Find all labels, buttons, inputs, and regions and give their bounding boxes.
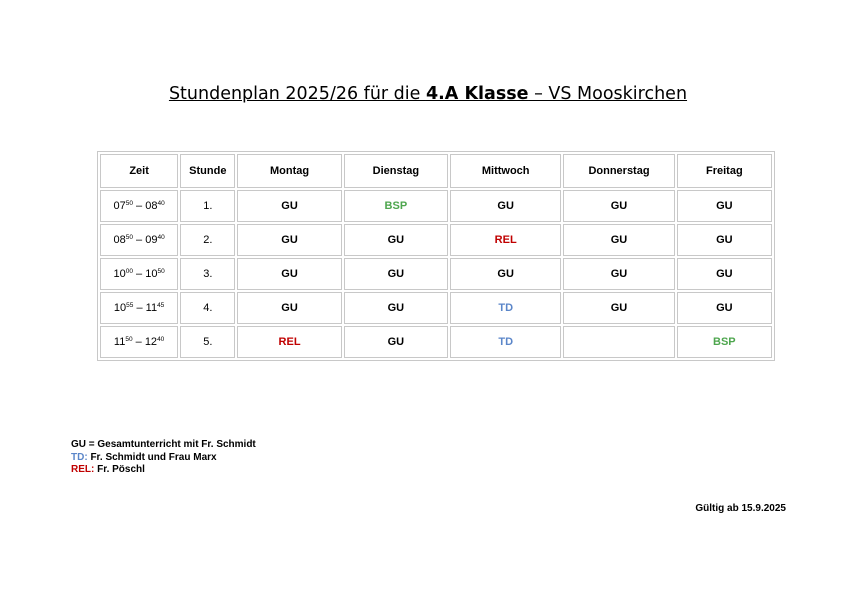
subject-cell: TD	[450, 292, 561, 324]
header-mittwoch: Mittwoch	[450, 154, 561, 188]
legend-text: Fr. Schmidt und Frau Marx	[87, 451, 217, 463]
subject-cell: GU	[450, 258, 561, 290]
subject-cell: GU	[563, 292, 674, 324]
title-suffix: – VS Mooskirchen	[528, 84, 688, 104]
subject-cell: REL	[237, 326, 341, 358]
legend-key: TD:	[71, 451, 88, 463]
header-freitag: Freitag	[677, 154, 772, 188]
lesson-number: 2.	[180, 224, 235, 256]
subject-cell: GU	[677, 292, 772, 324]
header-donnerstag: Donnerstag	[563, 154, 674, 188]
time-cell: $10^{55} - 11^{45}$	[100, 292, 178, 324]
legend-text: = Gesamtunterricht mit Fr. Schmidt	[86, 439, 256, 450]
lesson-number: 4.	[180, 292, 235, 324]
subject-cell: GU	[344, 224, 448, 256]
table-row	[100, 326, 772, 358]
title-prefix: Stundenplan 2025/26 für die	[168, 84, 426, 104]
timetable	[97, 151, 775, 361]
subject-cell: GU	[237, 190, 341, 222]
subject-cell: GU	[677, 224, 772, 256]
subject-cell: GU	[450, 190, 561, 222]
table-row	[100, 190, 772, 222]
time-cell: $10^{00} - 10^{50}$	[100, 258, 178, 290]
subject-cell: REL	[450, 224, 561, 256]
subject-cell: GU	[677, 258, 772, 290]
page-title	[0, 84, 842, 104]
subject-cell: GU	[237, 292, 341, 324]
subject-cell: GU	[563, 258, 674, 290]
subject-cell: TD	[450, 326, 561, 358]
timetable-header-row	[100, 154, 772, 188]
legend-text: Fr. Pöschl	[94, 464, 145, 475]
valid-from-note: Gültig ab 15.9.2025	[695, 503, 786, 514]
lesson-number: 3.	[180, 258, 235, 290]
title-class: 4.A Klasse	[425, 84, 529, 104]
subject-cell: GU	[563, 224, 674, 256]
subject-cell: GU	[237, 224, 341, 256]
table-row	[100, 258, 772, 290]
time-cell: $07^{50} - 08^{40}$	[100, 190, 178, 222]
header-zeit: Zeit	[100, 154, 178, 188]
subject-cell: GU	[344, 292, 448, 324]
subject-cell: GU	[563, 190, 674, 222]
lesson-number: 1.	[180, 190, 235, 222]
table-row	[100, 292, 772, 324]
legend-item	[71, 464, 256, 477]
table-row	[100, 224, 772, 256]
legend-item	[71, 452, 256, 465]
legend-item	[71, 439, 256, 452]
legend-key: REL:	[71, 464, 95, 475]
header-dienstag: Dienstag	[344, 154, 448, 188]
subject-cell: GU	[237, 258, 341, 290]
header-montag: Montag	[237, 154, 341, 188]
subject-cell: GU	[677, 190, 772, 222]
subject-cell: GU	[344, 258, 448, 290]
header-stunde: Stunde	[180, 154, 235, 188]
subject-cell: BSP	[344, 190, 448, 222]
time-cell: $11^{50} - 12^{40}$	[100, 326, 178, 358]
subject-cell	[563, 326, 674, 358]
subject-cell: BSP	[677, 326, 772, 358]
legend-key: GU	[71, 439, 86, 450]
subject-cell: GU	[344, 326, 448, 358]
time-cell: $08^{50} - 09^{40}$	[100, 224, 178, 256]
legend	[71, 439, 256, 477]
lesson-number: 5.	[180, 326, 235, 358]
